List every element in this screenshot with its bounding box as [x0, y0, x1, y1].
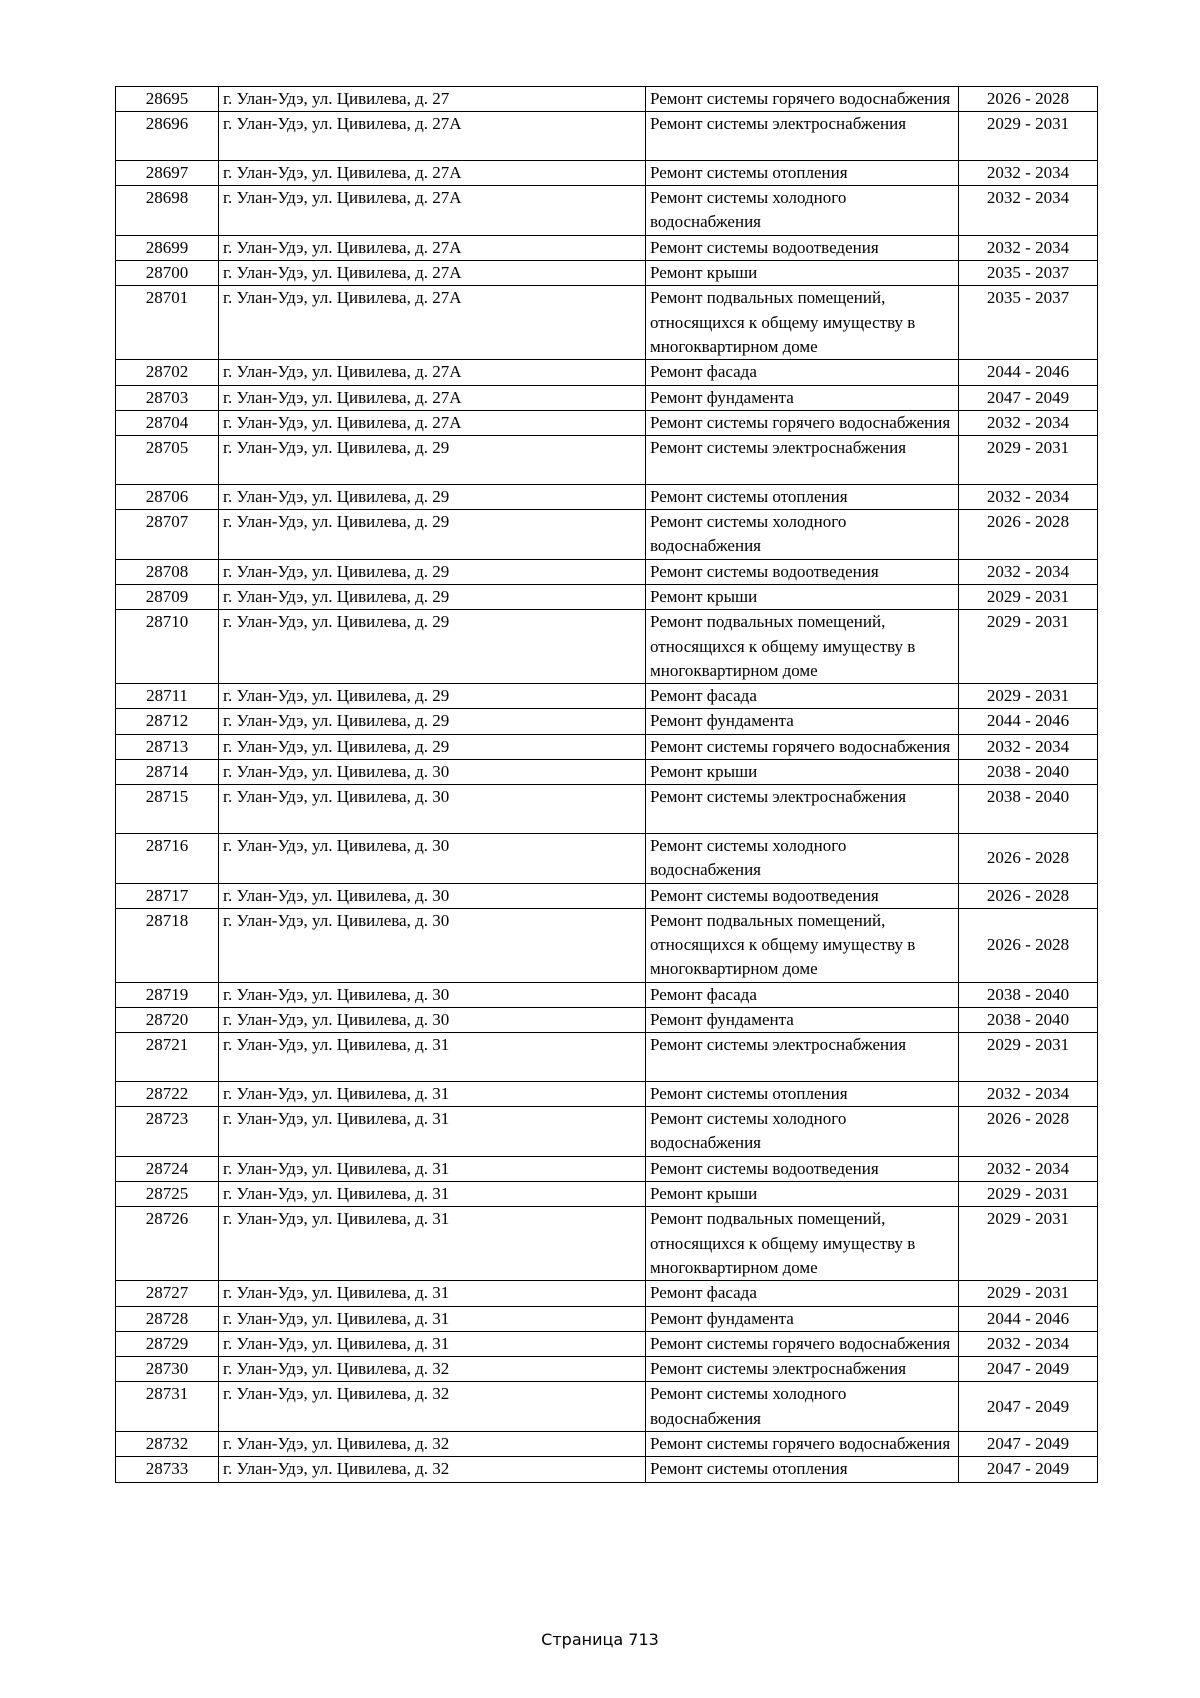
row-work-type: Ремонт системы горячего водоснабжения — [646, 410, 959, 435]
row-work-type: Ремонт фасада — [646, 684, 959, 709]
row-period: 2032 - 2034 — [959, 1156, 1098, 1181]
table-row — [116, 1007, 1098, 1032]
row-period: 2029 - 2031 — [959, 436, 1098, 485]
row-address: г. Улан-Удэ, ул. Цивилева, д. 27А — [219, 261, 646, 286]
row-work-type: Ремонт системы электроснабжения — [646, 1033, 959, 1082]
row-number: 28698 — [116, 186, 219, 236]
row-work-type: Ремонт системы горячего водоснабжения — [646, 87, 959, 112]
row-work-type: Ремонт системы водоотведения — [646, 883, 959, 908]
row-period: 2029 - 2031 — [959, 1281, 1098, 1306]
row-period: 2032 - 2034 — [959, 1331, 1098, 1356]
row-address: г. Улан-Удэ, ул. Цивилева, д. 31 — [219, 1281, 646, 1306]
row-number: 28715 — [116, 785, 219, 834]
table-row — [116, 261, 1098, 286]
row-work-type: Ремонт системы отопления — [646, 1457, 959, 1482]
table-row — [116, 112, 1098, 161]
row-number: 28723 — [116, 1107, 219, 1157]
row-period: 2038 - 2040 — [959, 760, 1098, 785]
row-work-type: Ремонт фасада — [646, 360, 959, 385]
row-address: г. Улан-Удэ, ул. Цивилева, д. 30 — [219, 982, 646, 1007]
row-work-type: Ремонт системы горячего водоснабжения — [646, 1331, 959, 1356]
table-row — [116, 1081, 1098, 1106]
row-period: 2032 - 2034 — [959, 559, 1098, 584]
row-address: г. Улан-Удэ, ул. Цивилева, д. 27А — [219, 186, 646, 236]
row-work-type: Ремонт системы холодного водоснабжения — [646, 186, 959, 236]
row-work-type: Ремонт подвальных помещений, относящихся к общему имуществу в многоквартирном доме — [646, 908, 959, 982]
row-number: 28726 — [116, 1207, 219, 1281]
table-row — [116, 87, 1098, 112]
table-row — [116, 785, 1098, 834]
row-number: 28714 — [116, 760, 219, 785]
row-period: 2026 - 2028 — [959, 883, 1098, 908]
row-address: г. Улан-Удэ, ул. Цивилева, д. 30 — [219, 883, 646, 908]
row-address: г. Улан-Удэ, ул. Цивилева, д. 29 — [219, 734, 646, 759]
row-work-type: Ремонт фундамента — [646, 1007, 959, 1032]
row-period: 2047 - 2049 — [959, 385, 1098, 410]
row-number: 28727 — [116, 1281, 219, 1306]
row-number: 28708 — [116, 559, 219, 584]
row-address: г. Улан-Удэ, ул. Цивилева, д. 27 — [219, 87, 646, 112]
row-address: г. Улан-Удэ, ул. Цивилева, д. 31 — [219, 1081, 646, 1106]
table-row — [116, 1382, 1098, 1432]
row-number: 28712 — [116, 709, 219, 734]
row-number: 28731 — [116, 1382, 219, 1432]
row-number: 28722 — [116, 1081, 219, 1106]
row-address: г. Улан-Удэ, ул. Цивилева, д. 31 — [219, 1107, 646, 1157]
row-address: г. Улан-Удэ, ул. Цивилева, д. 29 — [219, 559, 646, 584]
row-address: г. Улан-Удэ, ул. Цивилева, д. 27А — [219, 360, 646, 385]
table-row — [116, 584, 1098, 609]
row-address: г. Улан-Удэ, ул. Цивилева, д. 31 — [219, 1182, 646, 1207]
row-number: 28732 — [116, 1432, 219, 1457]
row-number: 28720 — [116, 1007, 219, 1032]
row-work-type: Ремонт системы холодного водоснабжения — [646, 833, 959, 883]
table-row — [116, 286, 1098, 360]
table-row — [116, 1457, 1098, 1482]
row-number: 28730 — [116, 1357, 219, 1382]
row-work-type: Ремонт системы водоотведения — [646, 559, 959, 584]
row-period: 2029 - 2031 — [959, 684, 1098, 709]
row-period: 2029 - 2031 — [959, 1033, 1098, 1082]
table-row — [116, 833, 1098, 883]
table-row — [116, 559, 1098, 584]
row-address: г. Улан-Удэ, ул. Цивилева, д. 31 — [219, 1207, 646, 1281]
table-row — [116, 410, 1098, 435]
row-period: 2026 - 2028 — [959, 833, 1098, 883]
row-number: 28697 — [116, 160, 219, 185]
row-number: 28702 — [116, 360, 219, 385]
row-period: 2044 - 2046 — [959, 360, 1098, 385]
row-work-type: Ремонт системы отопления — [646, 160, 959, 185]
row-address: г. Улан-Удэ, ул. Цивилева, д. 29 — [219, 684, 646, 709]
row-period: 2032 - 2034 — [959, 734, 1098, 759]
row-address: г. Улан-Удэ, ул. Цивилева, д. 29 — [219, 709, 646, 734]
row-address: г. Улан-Удэ, ул. Цивилева, д. 27А — [219, 286, 646, 360]
table-row — [116, 684, 1098, 709]
row-period: 2047 - 2049 — [959, 1432, 1098, 1457]
row-work-type: Ремонт системы отопления — [646, 484, 959, 509]
row-number: 28700 — [116, 261, 219, 286]
row-period: 2032 - 2034 — [959, 235, 1098, 260]
row-work-type: Ремонт фасада — [646, 1281, 959, 1306]
row-period: 2047 - 2049 — [959, 1357, 1098, 1382]
row-work-type: Ремонт системы электроснабжения — [646, 1357, 959, 1382]
row-address: г. Улан-Удэ, ул. Цивилева, д. 27А — [219, 235, 646, 260]
row-work-type: Ремонт системы электроснабжения — [646, 112, 959, 161]
table-row — [116, 610, 1098, 684]
row-number: 28728 — [116, 1306, 219, 1331]
row-address: г. Улан-Удэ, ул. Цивилева, д. 32 — [219, 1357, 646, 1382]
row-period: 2029 - 2031 — [959, 112, 1098, 161]
row-number: 28717 — [116, 883, 219, 908]
row-number: 28707 — [116, 510, 219, 560]
table-row — [116, 1306, 1098, 1331]
row-work-type: Ремонт системы холодного водоснабжения — [646, 1107, 959, 1157]
row-work-type: Ремонт крыши — [646, 1182, 959, 1207]
row-number: 28719 — [116, 982, 219, 1007]
row-work-type: Ремонт подвальных помещений, относящихся к общему имуществу в многоквартирном доме — [646, 286, 959, 360]
row-work-type: Ремонт системы горячего водоснабжения — [646, 1432, 959, 1457]
row-work-type: Ремонт крыши — [646, 584, 959, 609]
row-work-type: Ремонт системы электроснабжения — [646, 436, 959, 485]
row-number: 28695 — [116, 87, 219, 112]
table-row — [116, 186, 1098, 236]
row-period: 2026 - 2028 — [959, 87, 1098, 112]
row-work-type: Ремонт подвальных помещений, относящихся к общему имуществу в многоквартирном доме — [646, 1207, 959, 1281]
row-period: 2029 - 2031 — [959, 610, 1098, 684]
row-period: 2035 - 2037 — [959, 261, 1098, 286]
row-number: 28709 — [116, 584, 219, 609]
row-number: 28721 — [116, 1033, 219, 1082]
row-address: г. Улан-Удэ, ул. Цивилева, д. 27А — [219, 160, 646, 185]
row-work-type: Ремонт системы отопления — [646, 1081, 959, 1106]
row-work-type: Ремонт системы холодного водоснабжения — [646, 510, 959, 560]
row-period: 2038 - 2040 — [959, 982, 1098, 1007]
row-address: г. Улан-Удэ, ул. Цивилева, д. 27А — [219, 385, 646, 410]
row-address: г. Улан-Удэ, ул. Цивилева, д. 31 — [219, 1033, 646, 1082]
row-number: 28729 — [116, 1331, 219, 1356]
row-period: 2029 - 2031 — [959, 1207, 1098, 1281]
row-period: 2032 - 2034 — [959, 410, 1098, 435]
row-period: 2035 - 2037 — [959, 286, 1098, 360]
row-address: г. Улан-Удэ, ул. Цивилева, д. 29 — [219, 584, 646, 609]
row-period: 2044 - 2046 — [959, 1306, 1098, 1331]
table-row — [116, 484, 1098, 509]
row-period: 2032 - 2034 — [959, 186, 1098, 236]
row-address: г. Улан-Удэ, ул. Цивилева, д. 27А — [219, 112, 646, 161]
table-row — [116, 883, 1098, 908]
row-period: 2032 - 2034 — [959, 1081, 1098, 1106]
row-period: 2047 - 2049 — [959, 1382, 1098, 1432]
row-number: 28733 — [116, 1457, 219, 1482]
row-number: 28704 — [116, 410, 219, 435]
table-row — [116, 760, 1098, 785]
table-body — [116, 87, 1098, 1483]
table-row — [116, 1033, 1098, 1082]
row-address: г. Улан-Удэ, ул. Цивилева, д. 31 — [219, 1156, 646, 1181]
row-address: г. Улан-Удэ, ул. Цивилева, д. 29 — [219, 436, 646, 485]
table-row — [116, 235, 1098, 260]
row-period: 2047 - 2049 — [959, 1457, 1098, 1482]
row-period: 2038 - 2040 — [959, 1007, 1098, 1032]
row-work-type: Ремонт системы горячего водоснабжения — [646, 734, 959, 759]
row-address: г. Улан-Удэ, ул. Цивилева, д. 32 — [219, 1457, 646, 1482]
row-number: 28699 — [116, 235, 219, 260]
row-address: г. Улан-Удэ, ул. Цивилева, д. 30 — [219, 908, 646, 982]
table-row — [116, 436, 1098, 485]
row-address: г. Улан-Удэ, ул. Цивилева, д. 32 — [219, 1382, 646, 1432]
row-work-type: Ремонт фундамента — [646, 1306, 959, 1331]
table-row — [116, 1432, 1098, 1457]
table-row — [116, 385, 1098, 410]
table-row — [116, 360, 1098, 385]
row-period: 2026 - 2028 — [959, 1107, 1098, 1157]
table-row — [116, 510, 1098, 560]
table-row — [116, 1357, 1098, 1382]
row-address: г. Улан-Удэ, ул. Цивилева, д. 29 — [219, 610, 646, 684]
row-number: 28716 — [116, 833, 219, 883]
row-address: г. Улан-Удэ, ул. Цивилева, д. 29 — [219, 484, 646, 509]
repair-schedule-table — [115, 86, 1098, 1483]
row-work-type: Ремонт крыши — [646, 760, 959, 785]
table-row — [116, 709, 1098, 734]
table-row — [116, 1281, 1098, 1306]
row-address: г. Улан-Удэ, ул. Цивилева, д. 31 — [219, 1306, 646, 1331]
table-row — [116, 1156, 1098, 1181]
table-row — [116, 1182, 1098, 1207]
row-period: 2026 - 2028 — [959, 510, 1098, 560]
row-number: 28706 — [116, 484, 219, 509]
row-address: г. Улан-Удэ, ул. Цивилева, д. 30 — [219, 833, 646, 883]
row-work-type: Ремонт фундамента — [646, 385, 959, 410]
row-work-type: Ремонт крыши — [646, 261, 959, 286]
row-work-type: Ремонт подвальных помещений, относящихся к общему имуществу в многоквартирном доме — [646, 610, 959, 684]
row-period: 2029 - 2031 — [959, 1182, 1098, 1207]
table-row — [116, 982, 1098, 1007]
row-number: 28724 — [116, 1156, 219, 1181]
row-period: 2032 - 2034 — [959, 160, 1098, 185]
table-row — [116, 1107, 1098, 1157]
row-address: г. Улан-Удэ, ул. Цивилева, д. 30 — [219, 1007, 646, 1032]
row-number: 28718 — [116, 908, 219, 982]
row-address: г. Улан-Удэ, ул. Цивилева, д. 32 — [219, 1432, 646, 1457]
row-work-type: Ремонт системы водоотведения — [646, 235, 959, 260]
row-number: 28725 — [116, 1182, 219, 1207]
row-address: г. Улан-Удэ, ул. Цивилева, д. 30 — [219, 785, 646, 834]
table-row — [116, 1207, 1098, 1281]
row-work-type: Ремонт системы водоотведения — [646, 1156, 959, 1181]
row-period: 2038 - 2040 — [959, 785, 1098, 834]
row-period: 2032 - 2034 — [959, 484, 1098, 509]
row-number: 28703 — [116, 385, 219, 410]
row-work-type: Ремонт системы холодного водоснабжения — [646, 1382, 959, 1432]
row-period: 2044 - 2046 — [959, 709, 1098, 734]
row-period: 2029 - 2031 — [959, 584, 1098, 609]
row-number: 28713 — [116, 734, 219, 759]
row-number: 28701 — [116, 286, 219, 360]
table-row — [116, 908, 1098, 982]
row-address: г. Улан-Удэ, ул. Цивилева, д. 29 — [219, 510, 646, 560]
row-work-type: Ремонт фундамента — [646, 709, 959, 734]
table-row — [116, 734, 1098, 759]
row-number: 28696 — [116, 112, 219, 161]
row-number: 28705 — [116, 436, 219, 485]
page-number: Страница 713 — [541, 1630, 659, 1649]
row-period: 2026 - 2028 — [959, 908, 1098, 982]
table-row — [116, 1331, 1098, 1356]
row-work-type: Ремонт фасада — [646, 982, 959, 1007]
row-address: г. Улан-Удэ, ул. Цивилева, д. 27А — [219, 410, 646, 435]
row-number: 28710 — [116, 610, 219, 684]
row-address: г. Улан-Удэ, ул. Цивилева, д. 31 — [219, 1331, 646, 1356]
row-number: 28711 — [116, 684, 219, 709]
row-work-type: Ремонт системы электроснабжения — [646, 785, 959, 834]
table-row — [116, 160, 1098, 185]
row-address: г. Улан-Удэ, ул. Цивилева, д. 30 — [219, 760, 646, 785]
